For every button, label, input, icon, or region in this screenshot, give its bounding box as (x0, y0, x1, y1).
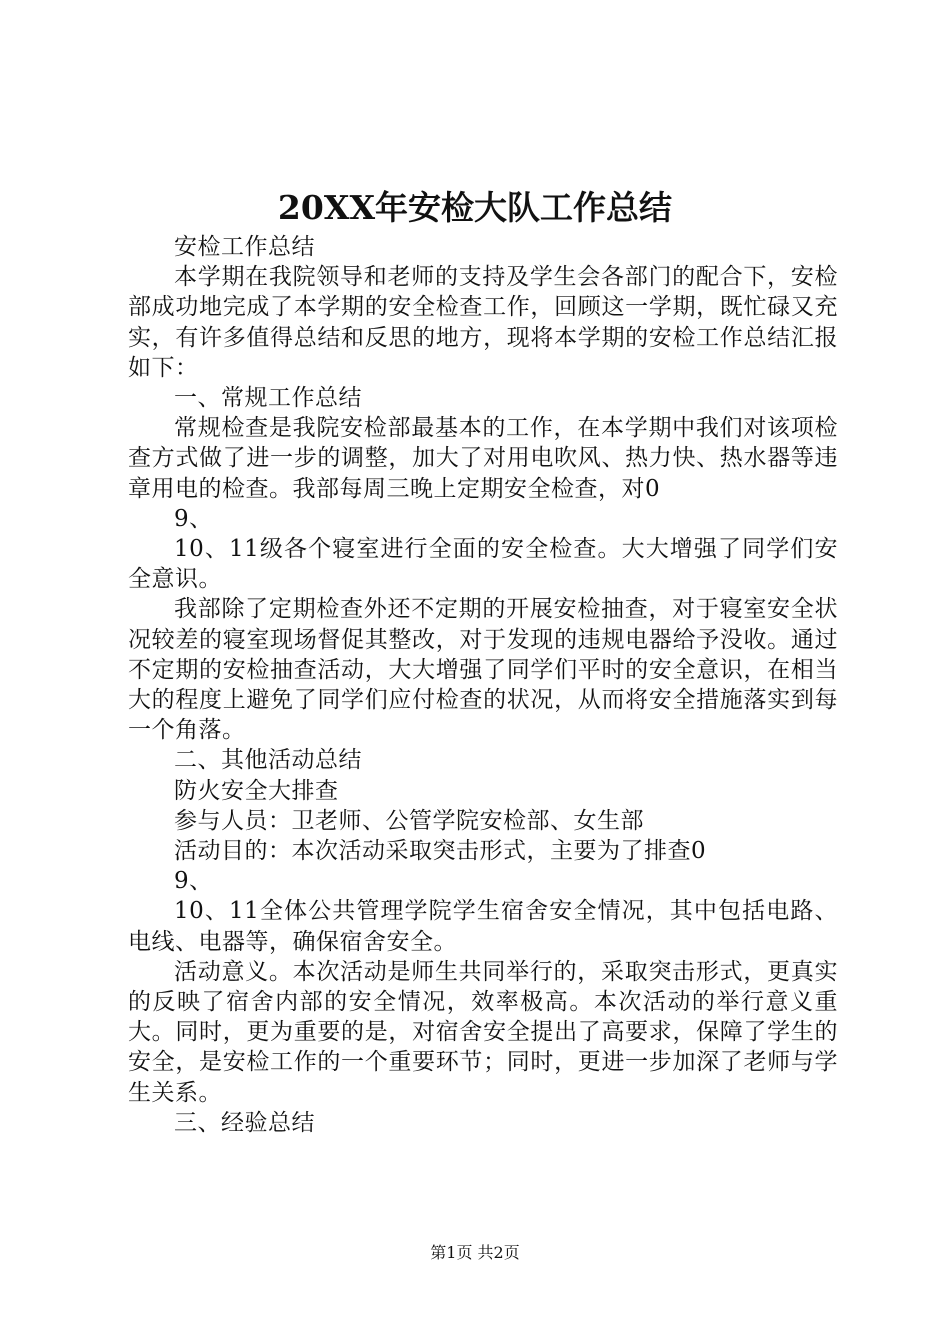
paragraph-spot-check: 我部除了定期检查外还不定期的开展安检抽查，对于寝室安全状况较差的寝室现场督促其整改，对于发现的违规电器给予没收。通过不定期的安检抽查活动，大大增强了同学们平时的安全意识，在相当大的程度上避免了同学们应付检查的状况，从而将安全措施落实到每一个角落。 (128, 596, 838, 744)
paragraph-heading-routine: 一、常规工作总结 (174, 385, 362, 412)
paragraph-fragment-9: 9、 (174, 505, 213, 532)
paragraph-heading-other: 二、其他活动总结 (174, 747, 362, 774)
paragraph-participants: 参与人员：卫老师、公管学院安检部、女生部 (174, 807, 644, 834)
paragraph-section-heading: 安检工作总结 (174, 234, 315, 260)
document-body (128, 232, 838, 1138)
paragraph-intro: 本学期在我院领导和老师的支持及学生会各部门的配合下，安检部成功地完成了本学期的安全检查工作，回顾这一学期，既忙碌又充实，有许多值得总结和反思的地方，现将本学期的安检工作总结汇报如下： (128, 264, 838, 381)
paragraph-purpose: 活动目的：本次活动采取突击形式，主要为了排查0 (174, 838, 707, 865)
paragraph-grade-check: 10、11级各个寝室进行全面的安全检查。大大增强了同学们安全意识。 (128, 536, 838, 593)
paragraph-fire-check: 防火安全大排查 (174, 777, 339, 804)
paragraph-heading-experience: 三、经验总结 (174, 1109, 315, 1136)
page-footer: 第1页 共2页 (430, 1243, 520, 1262)
document-title: 20XX年安检大队工作总结 (277, 188, 673, 227)
paragraph-fragment-9b: 9、 (174, 868, 213, 895)
paragraph-dorm-safety: 10、11全体公共管理学院学生宿舍安全情况，其中包括电路、电线、电器等，确保宿舍安全。 (128, 898, 838, 955)
paragraph-significance: 活动意义。本次活动是师生共同举行的，采取突击形式，更真实的反映了宿舍内部的安全情况，效率极高。本次活动的举行意义重大。同时，更为重要的是，对宿舍安全提出了高要求，保障了学生的安全，是安检工作的一个重要环节；同时，更进一步加深了老师与学生关系。 (128, 958, 838, 1106)
paragraph-routine-check: 常规检查是我院安检部最基本的工作，在本学期中我们对该项检查方式做了进一步的调整，加大了对用电吹风、热力快、热水器等违章用电的检查。我部每周三晚上定期安全检查，对0 (128, 415, 838, 502)
